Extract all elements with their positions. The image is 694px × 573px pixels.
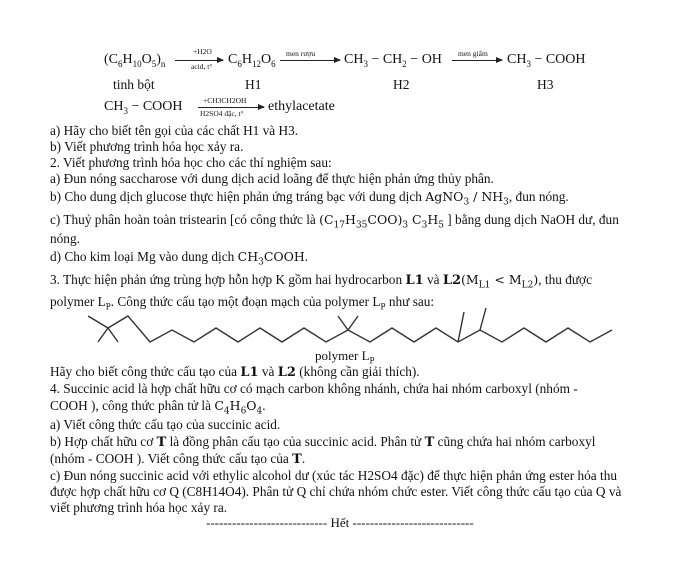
q3-line1: 3. Thực hiện phản ứng trùng hợp hỗn hợp K gồm hai hydrocarbon L1 và $L2(M_{L1} < M_{L2})$, thu được [50, 272, 592, 291]
q4-b2: (nhóm - COOH ). Viết công thức cấu tạo của T. [50, 451, 306, 467]
polymer-structure [88, 308, 618, 350]
arrow1-condition: acid, t° [191, 62, 213, 71]
q3-ask: Hãy cho biết công thức cấu tạo của L1 và L2 (không cần giải thích). [50, 364, 420, 380]
label-h1: H1 [245, 77, 262, 92]
q4-a: a) Viết công thức cấu tạo của succinic acid. [50, 417, 281, 432]
arrow2-reagent: men rượu [286, 49, 316, 58]
arrow3-reagent: men giấm [458, 49, 488, 58]
polymer-label: polymer $L_P$ [315, 348, 375, 366]
h1-formula: $C_6H_{12}O_6$ [228, 52, 276, 69]
arrow4 [198, 107, 264, 108]
arrow3 [452, 60, 502, 61]
q2-c: c) Thuỷ phân hoàn toàn tristearin [có công thức là $(C_{17}H_{35}COO)_3$ $C_3H_5$ ] bằng dung dịch NaOH dư, đun [50, 212, 619, 231]
arrow4-condition: H2SO4 đặc, t° [200, 109, 244, 118]
arrow2 [280, 60, 340, 61]
q2-head: 2. Viết phương trình hóa học cho các thí nghiệm sau: [50, 155, 332, 170]
label-h2: H2 [393, 77, 410, 92]
q2-b: b) Cho dung dịch glucose thực hiện phản ứng tráng bạc với dung dịch AgNO$_3$ / $NH_3$, đun nóng. [50, 189, 569, 208]
q1-a: a) Hãy cho biết tên gọi của các chất H1 và H3. [50, 123, 299, 138]
q1-b: b) Viết phương trình hóa học xảy ra. [50, 139, 244, 154]
arrow1-reagent: +H2O [193, 47, 212, 56]
h3-formula: $CH_3$ − COOH [507, 52, 586, 69]
q2-d: d) Cho kim loại Mg vào dung dịch $CH_3COOH$. [50, 249, 309, 268]
h2-formula: $CH_3 - CH_2$ − OH [344, 52, 442, 69]
end-marker: ---------------------------- Hết ---------------------------- [206, 515, 474, 530]
ester-reactant: $CH_3$ − COOH [104, 99, 183, 116]
q4-b1: b) Hợp chất hữu cơ T là đồng phân cấu tạo của succinic acid. Phân tử T cũng chứa hai nhóm carboxyl [50, 434, 596, 450]
q4-c1: c) Đun nóng succinic acid với ethylic alcohol dư (xúc tác H2SO4 đặc) để thực hiện phản ứng ester hóa thu [50, 468, 618, 483]
arrow4-reagent: +CH3CH2OH [203, 96, 247, 105]
reactant-starch: $(C_6H_{10}O_5)_n$ [104, 52, 166, 69]
q4-c3: viết phương trình hóa học xảy ra. [50, 500, 228, 515]
q4-head: 4. Succinic acid là hợp chất hữu cơ có mạch carbon không nhánh, chứa hai nhóm carboxyl (nhóm - [50, 381, 578, 396]
ester-product: ethylacetate [268, 99, 335, 114]
label-starch: tinh bột [113, 77, 155, 92]
label-h3: H3 [537, 77, 554, 92]
q2-c-cont: nóng. [50, 231, 80, 246]
q4-c2: được hợp chất hữu cơ Q (C8H14O4). Phân tử Q chỉ chứa nhóm chức ester. Viết công thức cấu tạo của Q và [50, 484, 622, 499]
q4-head2: COOH ), công thức phân tử là $C_4H_6O_4$. [50, 398, 266, 417]
arrow1 [175, 60, 223, 61]
q2-a: a) Đun nóng saccharose với dung dịch acid loãng để thực hiện phản ứng thủy phân. [50, 171, 494, 186]
q3-line2: polymer $L_P$. Công thức cấu tạo một đoạn mạch của polymer $L_P$ như sau: [50, 294, 435, 312]
